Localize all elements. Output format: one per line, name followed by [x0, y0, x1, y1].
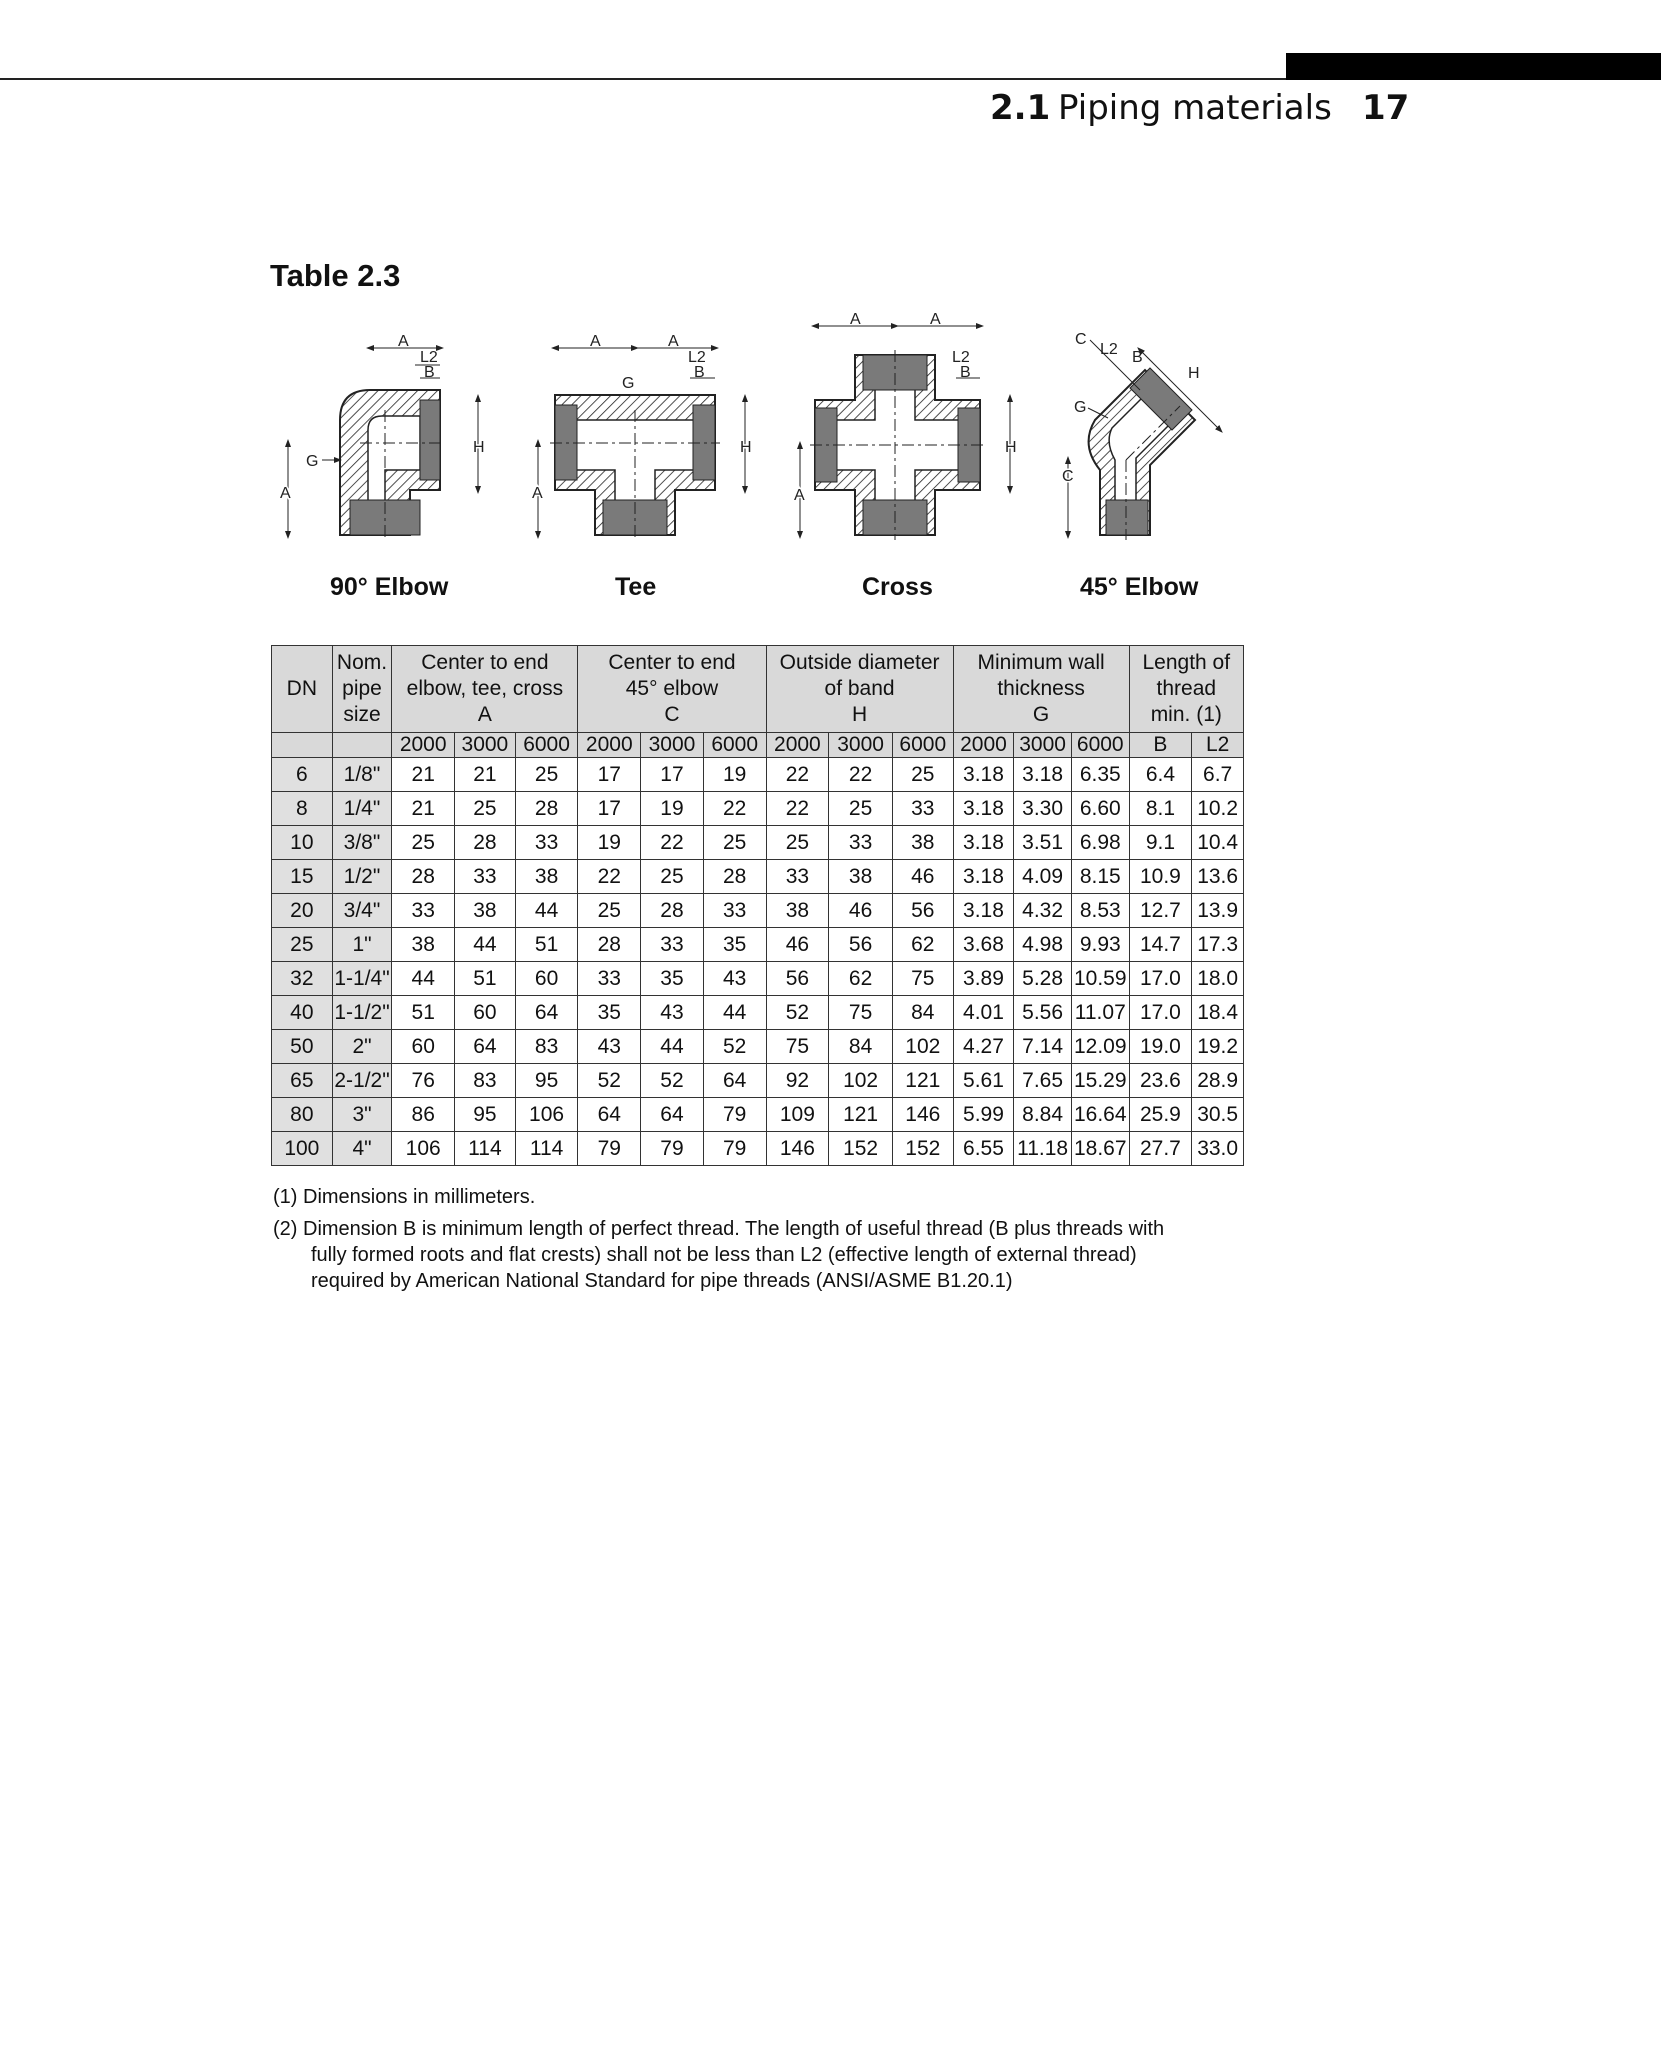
dn-cell: 80: [272, 1098, 333, 1132]
table-row: [272, 928, 1244, 962]
table-cell: 21: [392, 792, 455, 826]
nominal-size-cell: 3": [332, 1098, 392, 1132]
dn-cell: 50: [272, 1030, 333, 1064]
table-cell: 12.7: [1129, 894, 1192, 928]
table-cell: 95: [515, 1064, 578, 1098]
table-cell: 44: [641, 1030, 704, 1064]
table-cell: 79: [703, 1132, 766, 1166]
dimensions-table: [271, 645, 1244, 1166]
subheader-cell: 2000: [578, 733, 641, 758]
nominal-size-cell: 3/8": [332, 826, 392, 860]
table-cell: 22: [829, 758, 893, 792]
table-cell: 4.27: [953, 1030, 1014, 1064]
table-row: [272, 792, 1244, 826]
table-cell: 75: [892, 962, 953, 996]
svg-text:G: G: [622, 375, 635, 392]
table-cell: 19.2: [1192, 1030, 1244, 1064]
subheader-cell: 3000: [641, 733, 704, 758]
table-cell: 22: [766, 758, 829, 792]
svg-text:H: H: [1188, 365, 1200, 382]
table-cell: 19: [641, 792, 704, 826]
table-cell: 86: [392, 1098, 455, 1132]
table-cell: 17: [641, 758, 704, 792]
table-header-row: [272, 646, 1244, 733]
footnote-2: [273, 1216, 1273, 1294]
elbow-90-drawing: [280, 333, 485, 540]
table-row: [272, 1064, 1244, 1098]
table-cell: 12.09: [1071, 1030, 1129, 1064]
table-cell: 3.51: [1014, 826, 1072, 860]
section-title: Piping materials: [1058, 88, 1332, 128]
subheader-cell: 2000: [392, 733, 455, 758]
table-cell: 28: [641, 894, 704, 928]
svg-text:A: A: [930, 311, 941, 328]
svg-text:G: G: [306, 453, 319, 470]
subheader-cell: 2000: [953, 733, 1014, 758]
table-body: [272, 758, 1244, 1166]
subheader-cell: L2: [1192, 733, 1244, 758]
table-cell: 19: [578, 826, 641, 860]
table-cell: 6.35: [1071, 758, 1129, 792]
svg-text:A: A: [590, 333, 601, 350]
table-cell: 152: [892, 1132, 953, 1166]
table-cell: 3.18: [1014, 758, 1072, 792]
dn-cell: 8: [272, 792, 333, 826]
subheader-cell: B: [1129, 733, 1192, 758]
table-cell: 8.53: [1071, 894, 1129, 928]
table-cell: 51: [392, 996, 455, 1030]
svg-text:L2: L2: [952, 349, 970, 366]
table-cell: 8.15: [1071, 860, 1129, 894]
table-cell: 6.55: [953, 1132, 1014, 1166]
table-cell: 62: [892, 928, 953, 962]
table-cell: 33: [578, 962, 641, 996]
table-cell: 21: [455, 758, 516, 792]
svg-text:B: B: [424, 364, 435, 381]
table-cell: 3.18: [953, 860, 1014, 894]
table-cell: 64: [641, 1098, 704, 1132]
table-cell: 52: [703, 1030, 766, 1064]
nominal-size-cell: 1": [332, 928, 392, 962]
cross-drawing: [794, 311, 1017, 540]
fittings-figures: [270, 310, 1250, 550]
table-cell: 46: [829, 894, 893, 928]
table-cell: 9.1: [1129, 826, 1192, 860]
table-cell: 25: [703, 826, 766, 860]
nominal-size-cell: 1-1/2": [332, 996, 392, 1030]
svg-text:C: C: [1075, 331, 1087, 348]
nominal-size-cell: 2": [332, 1030, 392, 1064]
table-cell: 38: [392, 928, 455, 962]
table-cell: 25.9: [1129, 1098, 1192, 1132]
table-cell: 64: [515, 996, 578, 1030]
table-cell: 25: [892, 758, 953, 792]
table-cell: 10.2: [1192, 792, 1244, 826]
header-center-to-end-c: Center to end 45° elbow C: [578, 646, 766, 733]
table-cell: 17.0: [1129, 962, 1192, 996]
table-cell: 17.0: [1129, 996, 1192, 1030]
svg-text:A: A: [668, 333, 679, 350]
table-cell: 4.09: [1014, 860, 1072, 894]
page-number: 17: [1362, 88, 1410, 128]
table-cell: 60: [392, 1030, 455, 1064]
subheader-cell: 6000: [703, 733, 766, 758]
nominal-size-cell: 1/4": [332, 792, 392, 826]
table-cell: 8.84: [1014, 1098, 1072, 1132]
table-cell: 3.89: [953, 962, 1014, 996]
table-cell: 22: [703, 792, 766, 826]
table-cell: 62: [829, 962, 893, 996]
table-cell: 30.5: [1192, 1098, 1244, 1132]
section-number: 2.1: [990, 88, 1051, 128]
svg-text:B: B: [694, 364, 705, 381]
table-row: [272, 758, 1244, 792]
table-cell: 64: [578, 1098, 641, 1132]
table-cell: 114: [515, 1132, 578, 1166]
table-cell: 92: [766, 1064, 829, 1098]
table-cell: 38: [829, 860, 893, 894]
table-cell: 114: [455, 1132, 516, 1166]
svg-text:A: A: [280, 485, 291, 502]
table-cell: 106: [515, 1098, 578, 1132]
table-cell: 11.18: [1014, 1132, 1072, 1166]
nominal-size-cell: 1/8": [332, 758, 392, 792]
table-cell: 33.0: [1192, 1132, 1244, 1166]
table-cell: 38: [892, 826, 953, 860]
table-cell: 43: [703, 962, 766, 996]
table-cell: 33: [703, 894, 766, 928]
figure-label-tee: Tee: [615, 573, 657, 601]
table-cell: 83: [455, 1064, 516, 1098]
table-cell: 106: [392, 1132, 455, 1166]
table-cell: 52: [641, 1064, 704, 1098]
table-cell: 7.65: [1014, 1064, 1072, 1098]
table-cell: 10.4: [1192, 826, 1244, 860]
dn-cell: 65: [272, 1064, 333, 1098]
table-cell: 33: [641, 928, 704, 962]
table-cell: 28: [703, 860, 766, 894]
table-row: [272, 1098, 1244, 1132]
table-cell: 7.14: [1014, 1030, 1072, 1064]
table-cell: 64: [703, 1064, 766, 1098]
nominal-size-cell: 3/4": [332, 894, 392, 928]
svg-text:A: A: [850, 311, 861, 328]
svg-text:L2: L2: [1100, 341, 1118, 358]
nominal-size-cell: 1/2": [332, 860, 392, 894]
table-cell: 21: [392, 758, 455, 792]
table-cell: 22: [641, 826, 704, 860]
table-cell: 19.0: [1129, 1030, 1192, 1064]
table-cell: 22: [766, 792, 829, 826]
table-cell: 16.64: [1071, 1098, 1129, 1132]
table-cell: 28: [515, 792, 578, 826]
table-cell: 75: [829, 996, 893, 1030]
table-row: [272, 860, 1244, 894]
footnote-2-line-2: fully formed roots and flat crests) shall not be less than L2 (effective length of external thread): [311, 1244, 1137, 1266]
table-cell: 51: [515, 928, 578, 962]
figure-label-cross: Cross: [862, 573, 933, 601]
table-cell: 75: [766, 1030, 829, 1064]
footnote-2-line-3: required by American National Standard for pipe threads (ANSI/ASME B1.20.1): [311, 1270, 1013, 1292]
table-cell: 35: [578, 996, 641, 1030]
table-cell: 3.18: [953, 826, 1014, 860]
table-cell: 25: [515, 758, 578, 792]
subheader-cell: 3000: [455, 733, 516, 758]
table-cell: 4.01: [953, 996, 1014, 1030]
table-cell: 76: [392, 1064, 455, 1098]
table-row: [272, 1030, 1244, 1064]
table-cell: 3.68: [953, 928, 1014, 962]
table-cell: 23.6: [1129, 1064, 1192, 1098]
figure-label-90-elbow: 90° Elbow: [330, 573, 449, 601]
nominal-size-cell: 4": [332, 1132, 392, 1166]
table-cell: 25: [578, 894, 641, 928]
dn-cell: 6: [272, 758, 333, 792]
header-nom-pipe-size: Nom. pipe size: [332, 646, 392, 733]
header-length-of-thread: Length of thread min. (1): [1129, 646, 1243, 733]
dn-cell: 25: [272, 928, 333, 962]
table-cell: 5.28: [1014, 962, 1072, 996]
table-cell: 28: [455, 826, 516, 860]
table-cell: 56: [892, 894, 953, 928]
table-cell: 5.99: [953, 1098, 1014, 1132]
table-cell: 9.93: [1071, 928, 1129, 962]
table-cell: 56: [766, 962, 829, 996]
table-row: [272, 826, 1244, 860]
table-cell: 84: [829, 1030, 893, 1064]
subheader-cell: 6000: [1071, 733, 1129, 758]
table-cell: 27.7: [1129, 1132, 1192, 1166]
table-cell: 64: [455, 1030, 516, 1064]
table-cell: 44: [455, 928, 516, 962]
svg-text:L2: L2: [420, 349, 438, 366]
dn-cell: 20: [272, 894, 333, 928]
table-cell: 51: [455, 962, 516, 996]
svg-text:A: A: [398, 333, 409, 350]
table-cell: 6.4: [1129, 758, 1192, 792]
nominal-size-cell: 1-1/4": [332, 962, 392, 996]
svg-text:A: A: [532, 485, 543, 502]
table-cell: 79: [641, 1132, 704, 1166]
figure-label-45-elbow: 45° Elbow: [1080, 573, 1199, 601]
table-cell: 44: [392, 962, 455, 996]
nominal-size-cell: 2-1/2": [332, 1064, 392, 1098]
table-cell: 33: [829, 826, 893, 860]
table-cell: 28: [392, 860, 455, 894]
running-header: [860, 88, 1410, 136]
header-outside-diameter-h: Outside diameter of band H: [766, 646, 953, 733]
header-min-wall-thickness-g: Minimum wall thickness G: [953, 646, 1129, 733]
table-cell: 18.0: [1192, 962, 1244, 996]
table-cell: 121: [892, 1064, 953, 1098]
table-cell: 25: [455, 792, 516, 826]
header-center-to-end-a: Center to end elbow, tee, cross A: [392, 646, 578, 733]
header-bar: [1286, 53, 1661, 80]
table-cell: 44: [703, 996, 766, 1030]
table-cell: 109: [766, 1098, 829, 1132]
table-subheader-row: [272, 733, 1244, 758]
table-cell: 4.32: [1014, 894, 1072, 928]
table-cell: 5.61: [953, 1064, 1014, 1098]
table-cell: 44: [515, 894, 578, 928]
table-cell: 102: [892, 1030, 953, 1064]
table-cell: 52: [578, 1064, 641, 1098]
svg-text:G: G: [1074, 399, 1087, 416]
table-cell: 43: [641, 996, 704, 1030]
subheader-cell: 3000: [829, 733, 893, 758]
table-cell: 13.9: [1192, 894, 1244, 928]
tee-drawing: [532, 333, 752, 540]
table-cell: 3.18: [953, 792, 1014, 826]
table-cell: 15.29: [1071, 1064, 1129, 1098]
table-cell: 38: [515, 860, 578, 894]
table-row: [272, 996, 1244, 1030]
table-row: [272, 894, 1244, 928]
subheader-cell: 3000: [1014, 733, 1072, 758]
dn-cell: 10: [272, 826, 333, 860]
table-cell: 43: [578, 1030, 641, 1064]
table-cell: 33: [392, 894, 455, 928]
table-cell: 13.6: [1192, 860, 1244, 894]
table-cell: 11.07: [1071, 996, 1129, 1030]
table-cell: 46: [766, 928, 829, 962]
dn-cell: 40: [272, 996, 333, 1030]
table-cell: 4.98: [1014, 928, 1072, 962]
svg-text:B: B: [960, 364, 971, 381]
dn-cell: 15: [272, 860, 333, 894]
table-cell: 10.9: [1129, 860, 1192, 894]
table-row: [272, 1132, 1244, 1166]
table-cell: 28: [578, 928, 641, 962]
table-cell: 3.30: [1014, 792, 1072, 826]
table-cell: 38: [766, 894, 829, 928]
subheader-cell: 6000: [892, 733, 953, 758]
table-cell: 146: [766, 1132, 829, 1166]
table-cell: 33: [766, 860, 829, 894]
subheader-cell: 2000: [766, 733, 829, 758]
table-cell: 25: [829, 792, 893, 826]
table-cell: 25: [766, 826, 829, 860]
table-cell: 121: [829, 1098, 893, 1132]
table-cell: 102: [829, 1064, 893, 1098]
table-cell: 18.67: [1071, 1132, 1129, 1166]
table-cell: 17.3: [1192, 928, 1244, 962]
table-cell: 10.59: [1071, 962, 1129, 996]
svg-text:A: A: [794, 487, 805, 504]
table-cell: 8.1: [1129, 792, 1192, 826]
table-cell: 52: [766, 996, 829, 1030]
table-cell: 6.98: [1071, 826, 1129, 860]
table-cell: 35: [641, 962, 704, 996]
table-cell: 79: [578, 1132, 641, 1166]
svg-text:H: H: [740, 439, 752, 456]
table-cell: 3.18: [953, 894, 1014, 928]
elbow-45-drawing: [1062, 331, 1220, 540]
table-cell: 95: [455, 1098, 516, 1132]
table-cell: 25: [392, 826, 455, 860]
table-cell: 14.7: [1129, 928, 1192, 962]
table-cell: 28.9: [1192, 1064, 1244, 1098]
table-cell: 17: [578, 758, 641, 792]
table-cell: 22: [578, 860, 641, 894]
svg-text:H: H: [1005, 439, 1017, 456]
subheader-cell: 6000: [515, 733, 578, 758]
table-cell: 33: [455, 860, 516, 894]
svg-text:L2: L2: [688, 349, 706, 366]
table-cell: 46: [892, 860, 953, 894]
table-cell: 60: [455, 996, 516, 1030]
table-cell: 56: [829, 928, 893, 962]
table-cell: 35: [703, 928, 766, 962]
table-cell: 84: [892, 996, 953, 1030]
header-dn: DN: [272, 646, 333, 733]
table-cell: 19: [703, 758, 766, 792]
table-cell: 83: [515, 1030, 578, 1064]
table-cell: 5.56: [1014, 996, 1072, 1030]
table-cell: 6.60: [1071, 792, 1129, 826]
table-cell: 6.7: [1192, 758, 1244, 792]
dn-cell: 32: [272, 962, 333, 996]
table-cell: 18.4: [1192, 996, 1244, 1030]
table-row: [272, 962, 1244, 996]
table-cell: 152: [829, 1132, 893, 1166]
svg-text:B: B: [1132, 349, 1143, 366]
table-label: Table 2.3: [270, 258, 401, 293]
table-cell: 25: [641, 860, 704, 894]
table-cell: 3.18: [953, 758, 1014, 792]
dn-cell: 100: [272, 1132, 333, 1166]
table-cell: 146: [892, 1098, 953, 1132]
svg-text:C: C: [1062, 468, 1074, 485]
table-cell: 33: [515, 826, 578, 860]
table-cell: 79: [703, 1098, 766, 1132]
footnote-1: (1) Dimensions in millimeters.: [273, 1186, 536, 1208]
svg-text:H: H: [473, 439, 485, 456]
table-cell: 60: [515, 962, 578, 996]
table-cell: 33: [892, 792, 953, 826]
footnote-2-line-1: (2) Dimension B is minimum length of perfect thread. The length of useful thread (B plus threads with: [273, 1218, 1165, 1240]
table-cell: 17: [578, 792, 641, 826]
table-cell: 38: [455, 894, 516, 928]
